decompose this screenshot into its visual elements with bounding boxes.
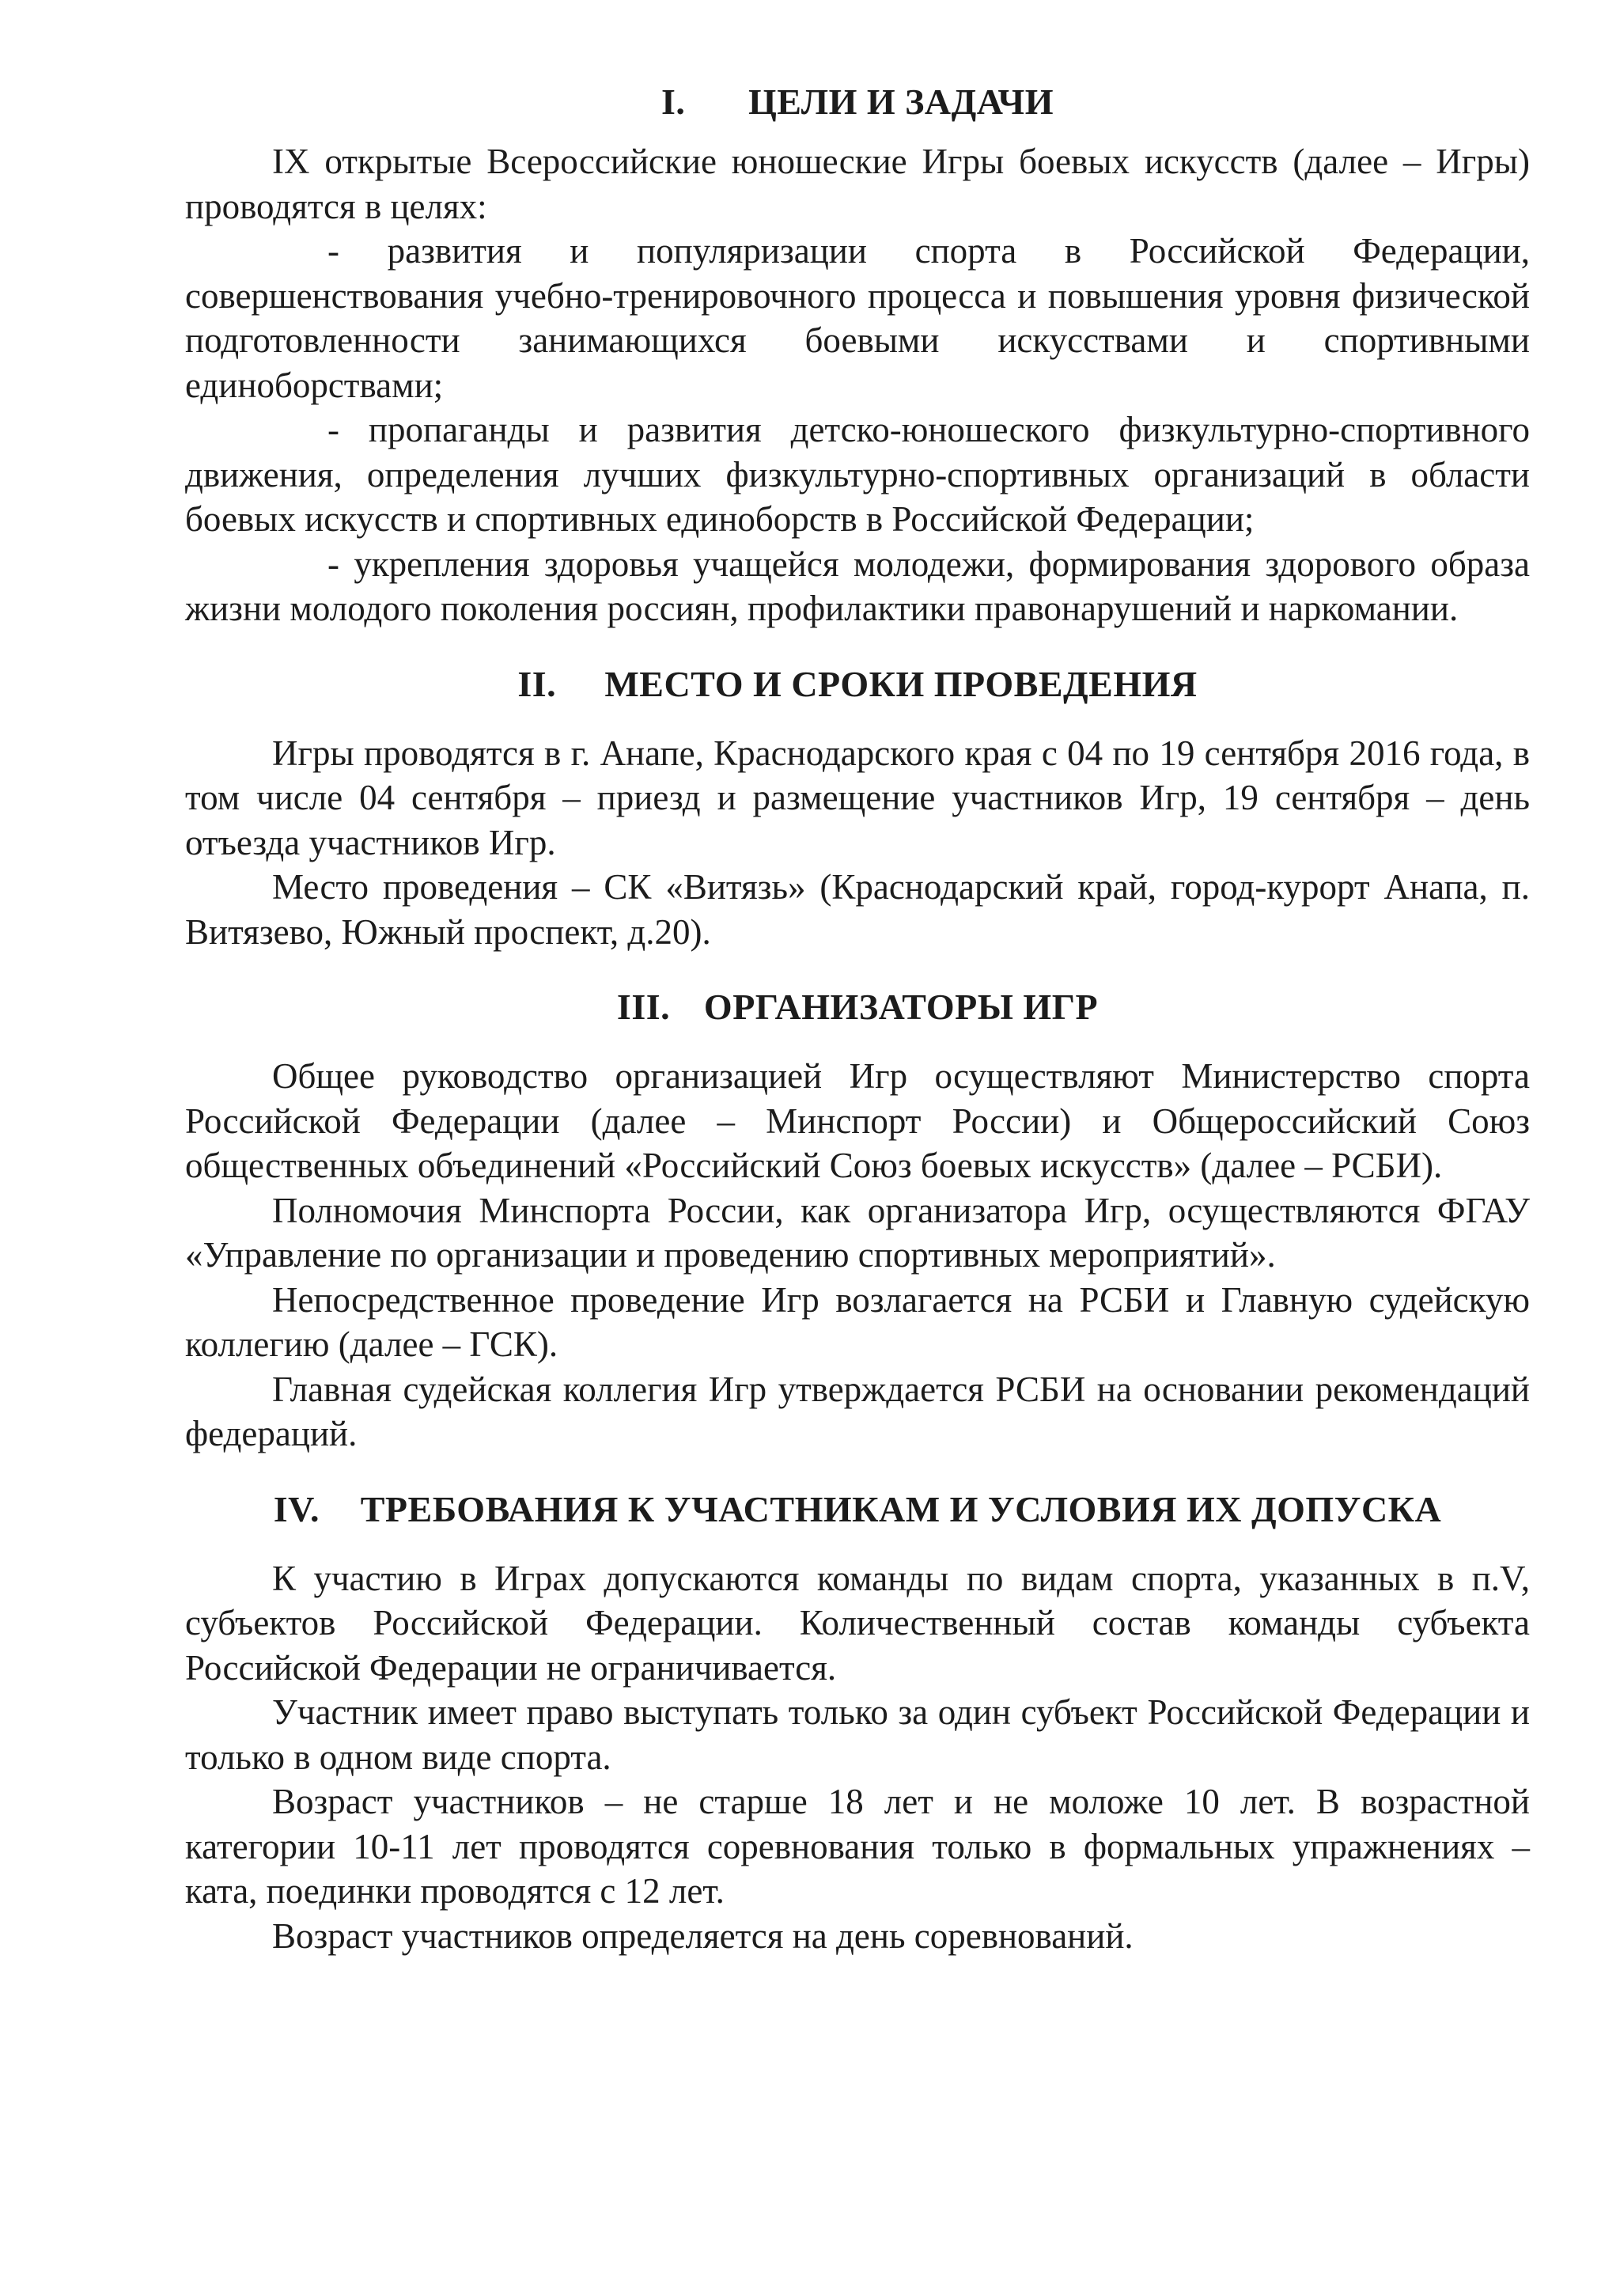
paragraph: Главная судейская коллегия Игр утверждается РСБИ на основании рекомендаций федераций.	[185, 1369, 1530, 1453]
paragraph: Возраст участников определяется на день соревнований.	[272, 1915, 1134, 1956]
section-heading-goals	[185, 79, 1530, 125]
section-number: I.	[660, 81, 686, 122]
paragraph: Место проведения – СК «Витязь» (Краснодарский край, город-курорт Анапа, п. Витязево, Южный проспект, д.20).	[185, 867, 1530, 952]
paragraph: - пропаганды и развития детско-юношеского физкультурно-спортивного движения, определения лучших физкультурно-спортивных организаций в области боевых искусств и спортивных единоборств в Российской Федерации;	[185, 410, 1530, 539]
section-title: ОРГАНИЗАТОРЫ ИГР	[703, 987, 1099, 1027]
section-heading-participant-requirements	[185, 1487, 1530, 1533]
section-heading-organizers	[185, 984, 1530, 1030]
paragraph: Общее руководство организацией Игр осуществляют Министерство спорта Российской Федерации (далее – Минспорт России) и Общероссийский Союз общественных объединений «Российский Союз боевых искусств» (далее – РСБИ).	[185, 1056, 1530, 1185]
section-number: III.	[616, 987, 671, 1027]
document-body	[185, 79, 1530, 1958]
section-number: IV.	[273, 1488, 320, 1529]
paragraph: IX открытые Всероссийские юношеские Игры боевых искусств (далее – Игры) проводятся в целях:	[185, 142, 1530, 226]
paragraph: Полномочия Минспорта России, как организатора Игр, осуществляются ФГАУ «Управление по организации и проведению спортивных мероприятий».	[185, 1190, 1530, 1275]
section-title: ТРЕБОВАНИЯ К УЧАСТНИКАМ И УСЛОВИЯ ИХ ДОПУСКА	[360, 1488, 1442, 1529]
paragraph: К участию в Играх допускаются команды по видам спорта, указанных в п.V, субъектов Российской Федерации. Количественный состав команды субъекта Российской Федерации не ограничивается.	[185, 1558, 1530, 1688]
paragraph: Непосредственное проведение Игр возлагается на РСБИ и Главную судейскую коллегию (далее – ГСК).	[185, 1279, 1530, 1364]
paragraph: - укрепления здоровья учащейся молодежи, формирования здорового образа жизни молодого поколения россиян, профилактики правонарушений и наркомании.	[185, 544, 1530, 628]
section-title: ЦЕЛИ И ЗАДАЧИ	[748, 81, 1054, 122]
section-title: МЕСТО И СРОКИ ПРОВЕДЕНИЯ	[604, 663, 1198, 704]
paragraph: - развития и популяризации спорта в Российской Федерации, совершенствования учебно-тренировочного процесса и повышения уровня физической подготовленности занимающихся боевыми искусствами и спортивными единоборствами;	[185, 231, 1530, 405]
paragraph: Возраст участников – не старше 18 лет и не моложе 10 лет. В возрастной категории 10-11 лет проводятся соревнования только в формальных упражнениях – ката, поединки проводятся с 12 лет.	[185, 1782, 1530, 1911]
paragraph: Игры проводятся в г. Анапе, Краснодарского края с 04 по 19 сентября 2016 года, в том числе 04 сентября – приезд и размещение участников Игр, 19 сентября – день отъезда участников Игр.	[185, 733, 1530, 862]
paragraph: Участник имеет право выступать только за один субъект Российской Федерации и только в одном виде спорта.	[185, 1692, 1530, 1777]
section-number: II.	[517, 663, 557, 704]
section-heading-place-dates	[185, 661, 1530, 707]
